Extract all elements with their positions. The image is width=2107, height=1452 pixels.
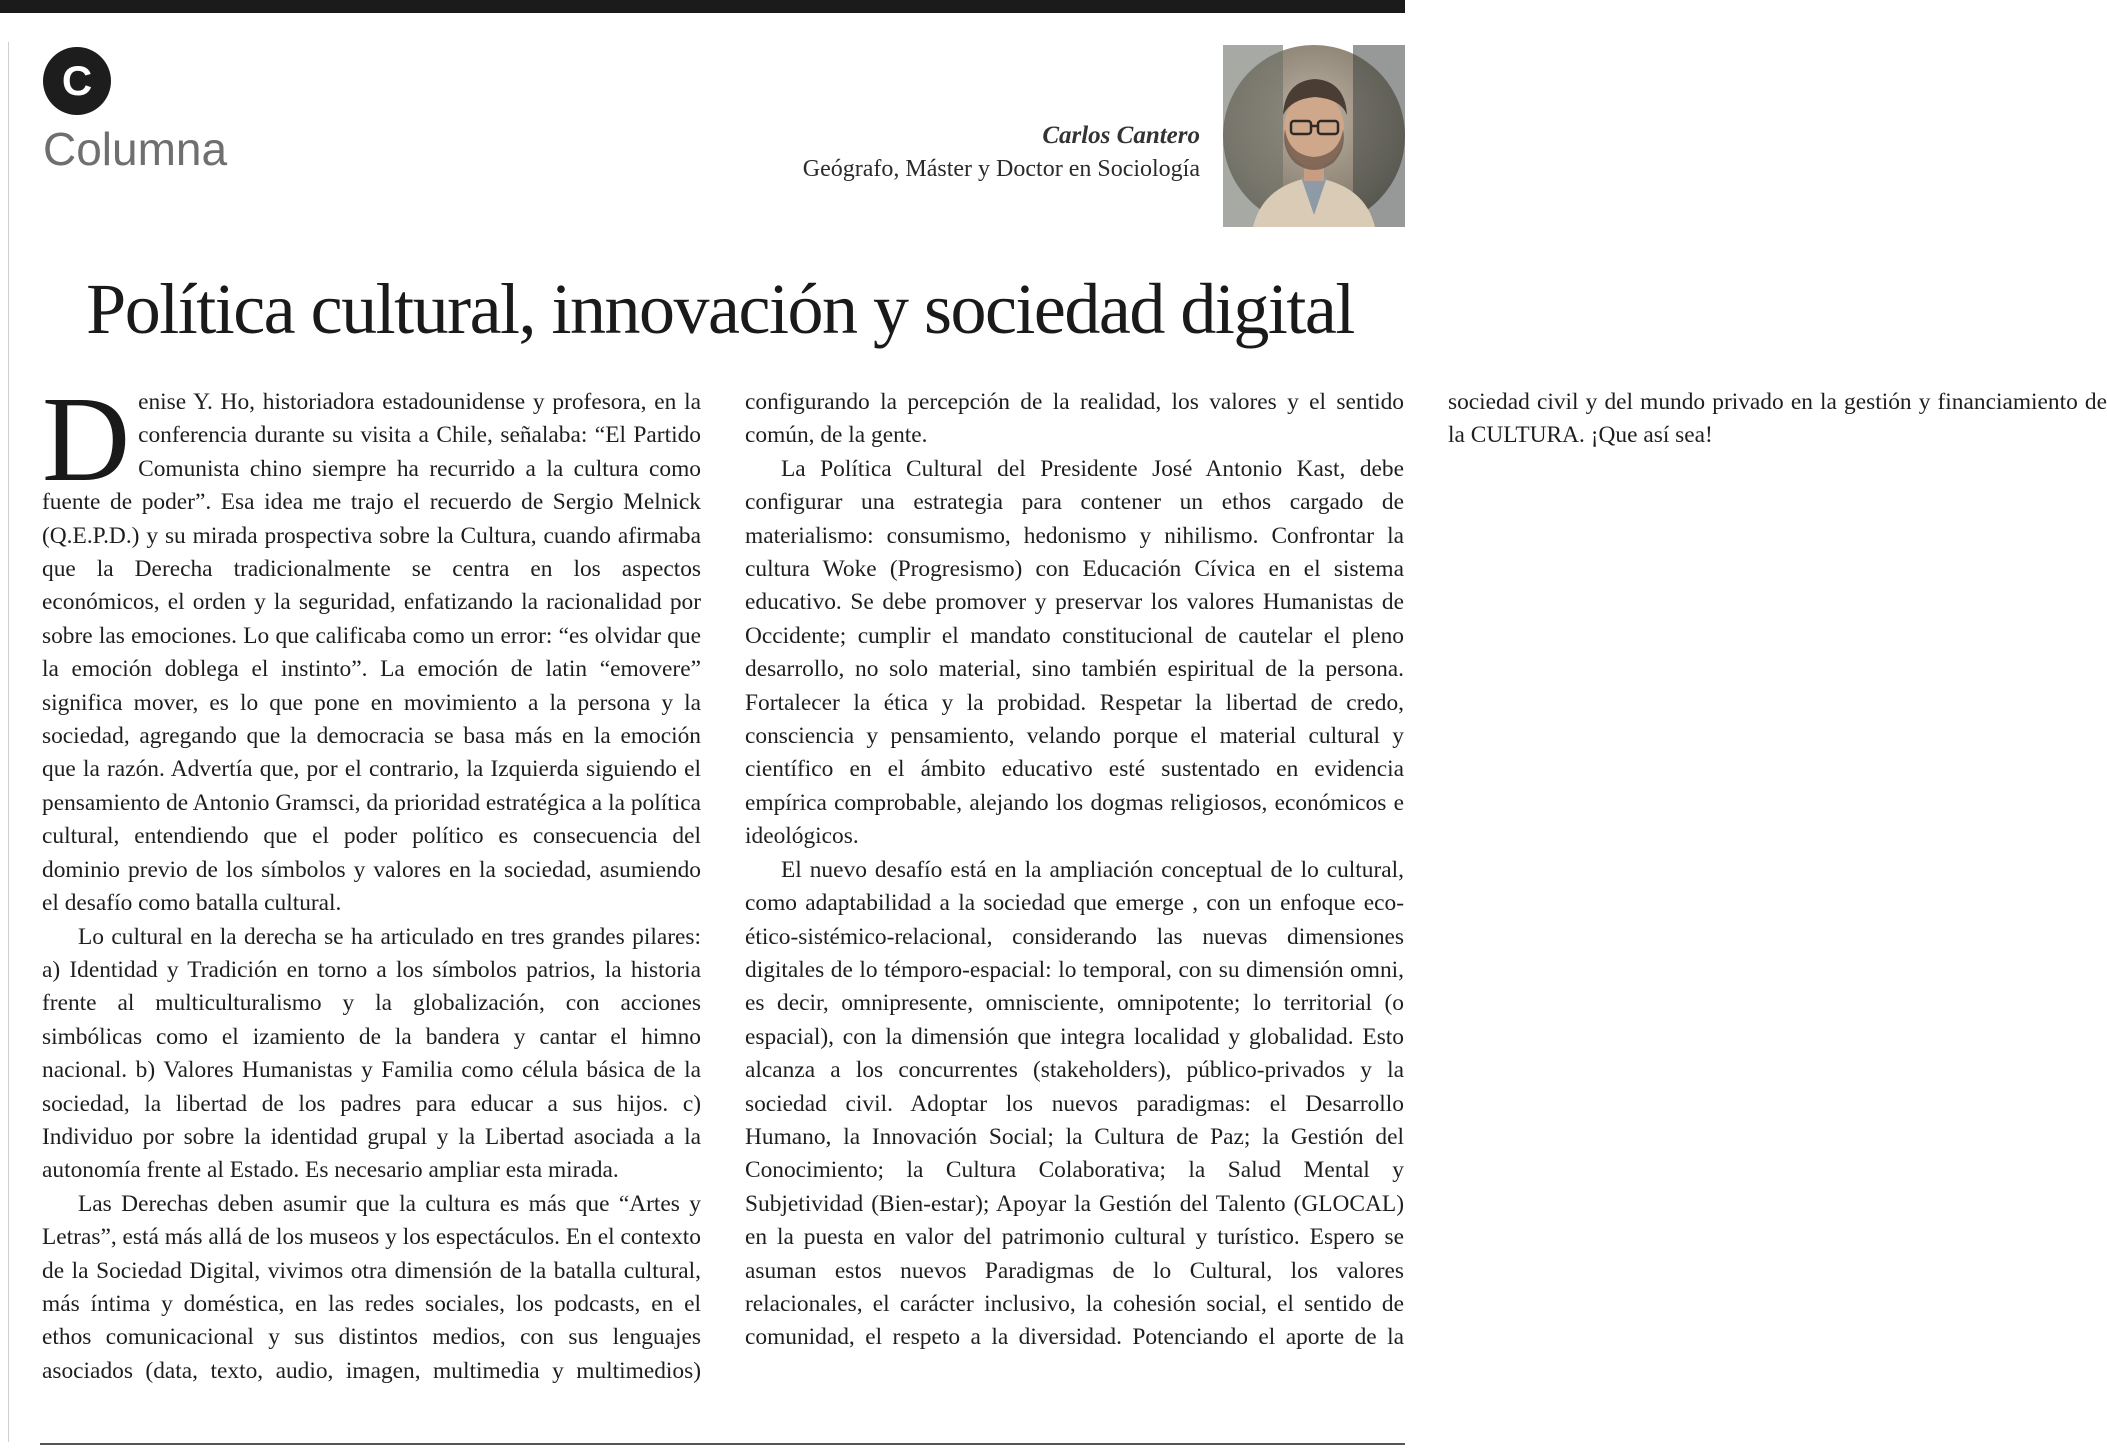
drop-cap: D: [42, 372, 131, 507]
article-paragraph: La Política Cultural del Presidente José Antonio Kast, debe configurar una estrategia para contener un ethos cargado de materialismo: consumismo, hedonismo y nihilismo. Confrontar la cultura Woke (Progresismo) con Educación Cívica en el sistema educativo. Se debe promover y preservar los valores Humanistas de Occidente; cumplir el mandato constitucional de cautelar el pleno desarrollo, no solo material, sino también espiritual de la persona. Fortalecer la ética y la probidad. Respetar la libertad de credo, consciencia y pensamiento, velando porque el material cultural y científico en el ámbito educativo esté sustentado en evidencia empírica comprobable, alejando los dogmas religiosos, económicos e ideológicos.: [745, 455, 1404, 850]
author-photo: [1223, 45, 1405, 227]
left-border: [8, 42, 9, 1442]
section-badge: [43, 47, 111, 115]
article-title: Política cultural, innovación y sociedad digital: [86, 269, 1354, 349]
paragraph-text: enise Y. Ho, historiadora estadounidense y profesora, en la conferencia durante su visita a Chile, señalaba: “El Partido Comunista chino siempre ha recurrido a la cultura como fuente de poder”. Esa idea me trajo el recuerdo de Sergio Melnick (Q.E.P.D.) y su mirada prospectiva sobre la Cultura, cuando afirmaba que la Derecha tradicionalmente se centra en los aspectos económicos, el orden y la seguridad, enfatizando la racionalidad por sobre las emociones. Lo que calificaba como un error: “es olvidar que la emoción doblega el instinto”. La emoción de latin “emovere” significa mover, es lo que pone en movimiento a la persona y la sociedad, agregando que la democracia se basa más en la emoción que la razón. Advertía que, por el contrario, la Izquierda siguiendo el pensamiento de Antonio Gramsci, da prioridad estratégica a la política cultural, entendiendo que el poder político es consecuencia del dominio previo de los símbolos y valores en la sociedad, asumiendo el desafío como batalla cultural.: [42, 389, 701, 917]
top-rule: [0, 0, 1405, 13]
article-paragraph: Las Derechas deben asumir que la cultura es más que “Artes y Letras”, está más allá de los museos y los espectáculos. En el contexto de la Sociedad Digital, vivimos otra dimensión de la batalla cultural, más íntima y doméstica, en las redes sociales, los podcasts, en el ethos comunicacional y sus distintos medios, con sus lenguajes asociados (data, texto, audio, imagen, multimedia y multimedios) configurando la percepción de la realidad, los valores y el sentido común, de la gente.: [42, 389, 1404, 1384]
article-paragraph: [42, 372, 701, 921]
section-label: Columna: [43, 123, 228, 175]
bottom-rule: [40, 1443, 1405, 1445]
author-role: Geógrafo, Máster y Doctor en Sociología: [802, 156, 1200, 182]
article-body: [42, 372, 2107, 1416]
article-paragraph: Lo cultural en la derecha se ha articulado en tres grandes pilares: a) Identidad y Tradición en torno a los símbolos patrios, la historia frente al multiculturalismo y la globalización, con acciones simbólicas como el izamiento de la bandera y cantar el himno nacional. b) Valores Humanistas y Familia como célula básica de la sociedad, la libertad de los padres para educar a sus hijos. c) Individuo por sobre la identidad grupal y la Libertad asociada a la autonomía frente al Estado. Es necesario ampliar esta mirada.: [42, 923, 701, 1184]
author-name: Carlos Cantero: [1042, 122, 1200, 149]
article-paragraph: El nuevo desafío está en la ampliación conceptual de lo cultural, como adaptabilidad a la sociedad que emerge , con un enfoque eco-ético-sistémico-relacional, considerando las nuevas dimensiones digitales de lo témporo-espacial: lo temporal, con su dimensión omni, es decir, omnipresente, omnisciente, omnipotente; lo territorial (o espacial), con la dimensión que integra localidad y globalidad. Esto alcanza a los concurrentes (stakeholders), público-privados y la sociedad civil. Adoptar los nuevos paradigmas: el Desarrollo Humano, la Innovación Social; la Cultura de Paz; la Gestión del Conocimiento; la Cultura Colaborativa; la Salud Mental y Subjetividad (Bien-estar); Apoyar la Gestión del Talento (GLOCAL) en la puesta en valor del patrimonio cultural y turístico. Espero se asuman estos nuevos Paradigmas de lo Cultural, los valores relacionales, el carácter inclusivo, la cohesión social, el sentido de comunidad, el respeto a la diversidad. Potenciando el aporte de la sociedad civil y del mundo privado en la gestión y financiamiento de la CULTURA. ¡Que así sea!: [745, 389, 2107, 1351]
section-initial: C: [61, 57, 93, 104]
